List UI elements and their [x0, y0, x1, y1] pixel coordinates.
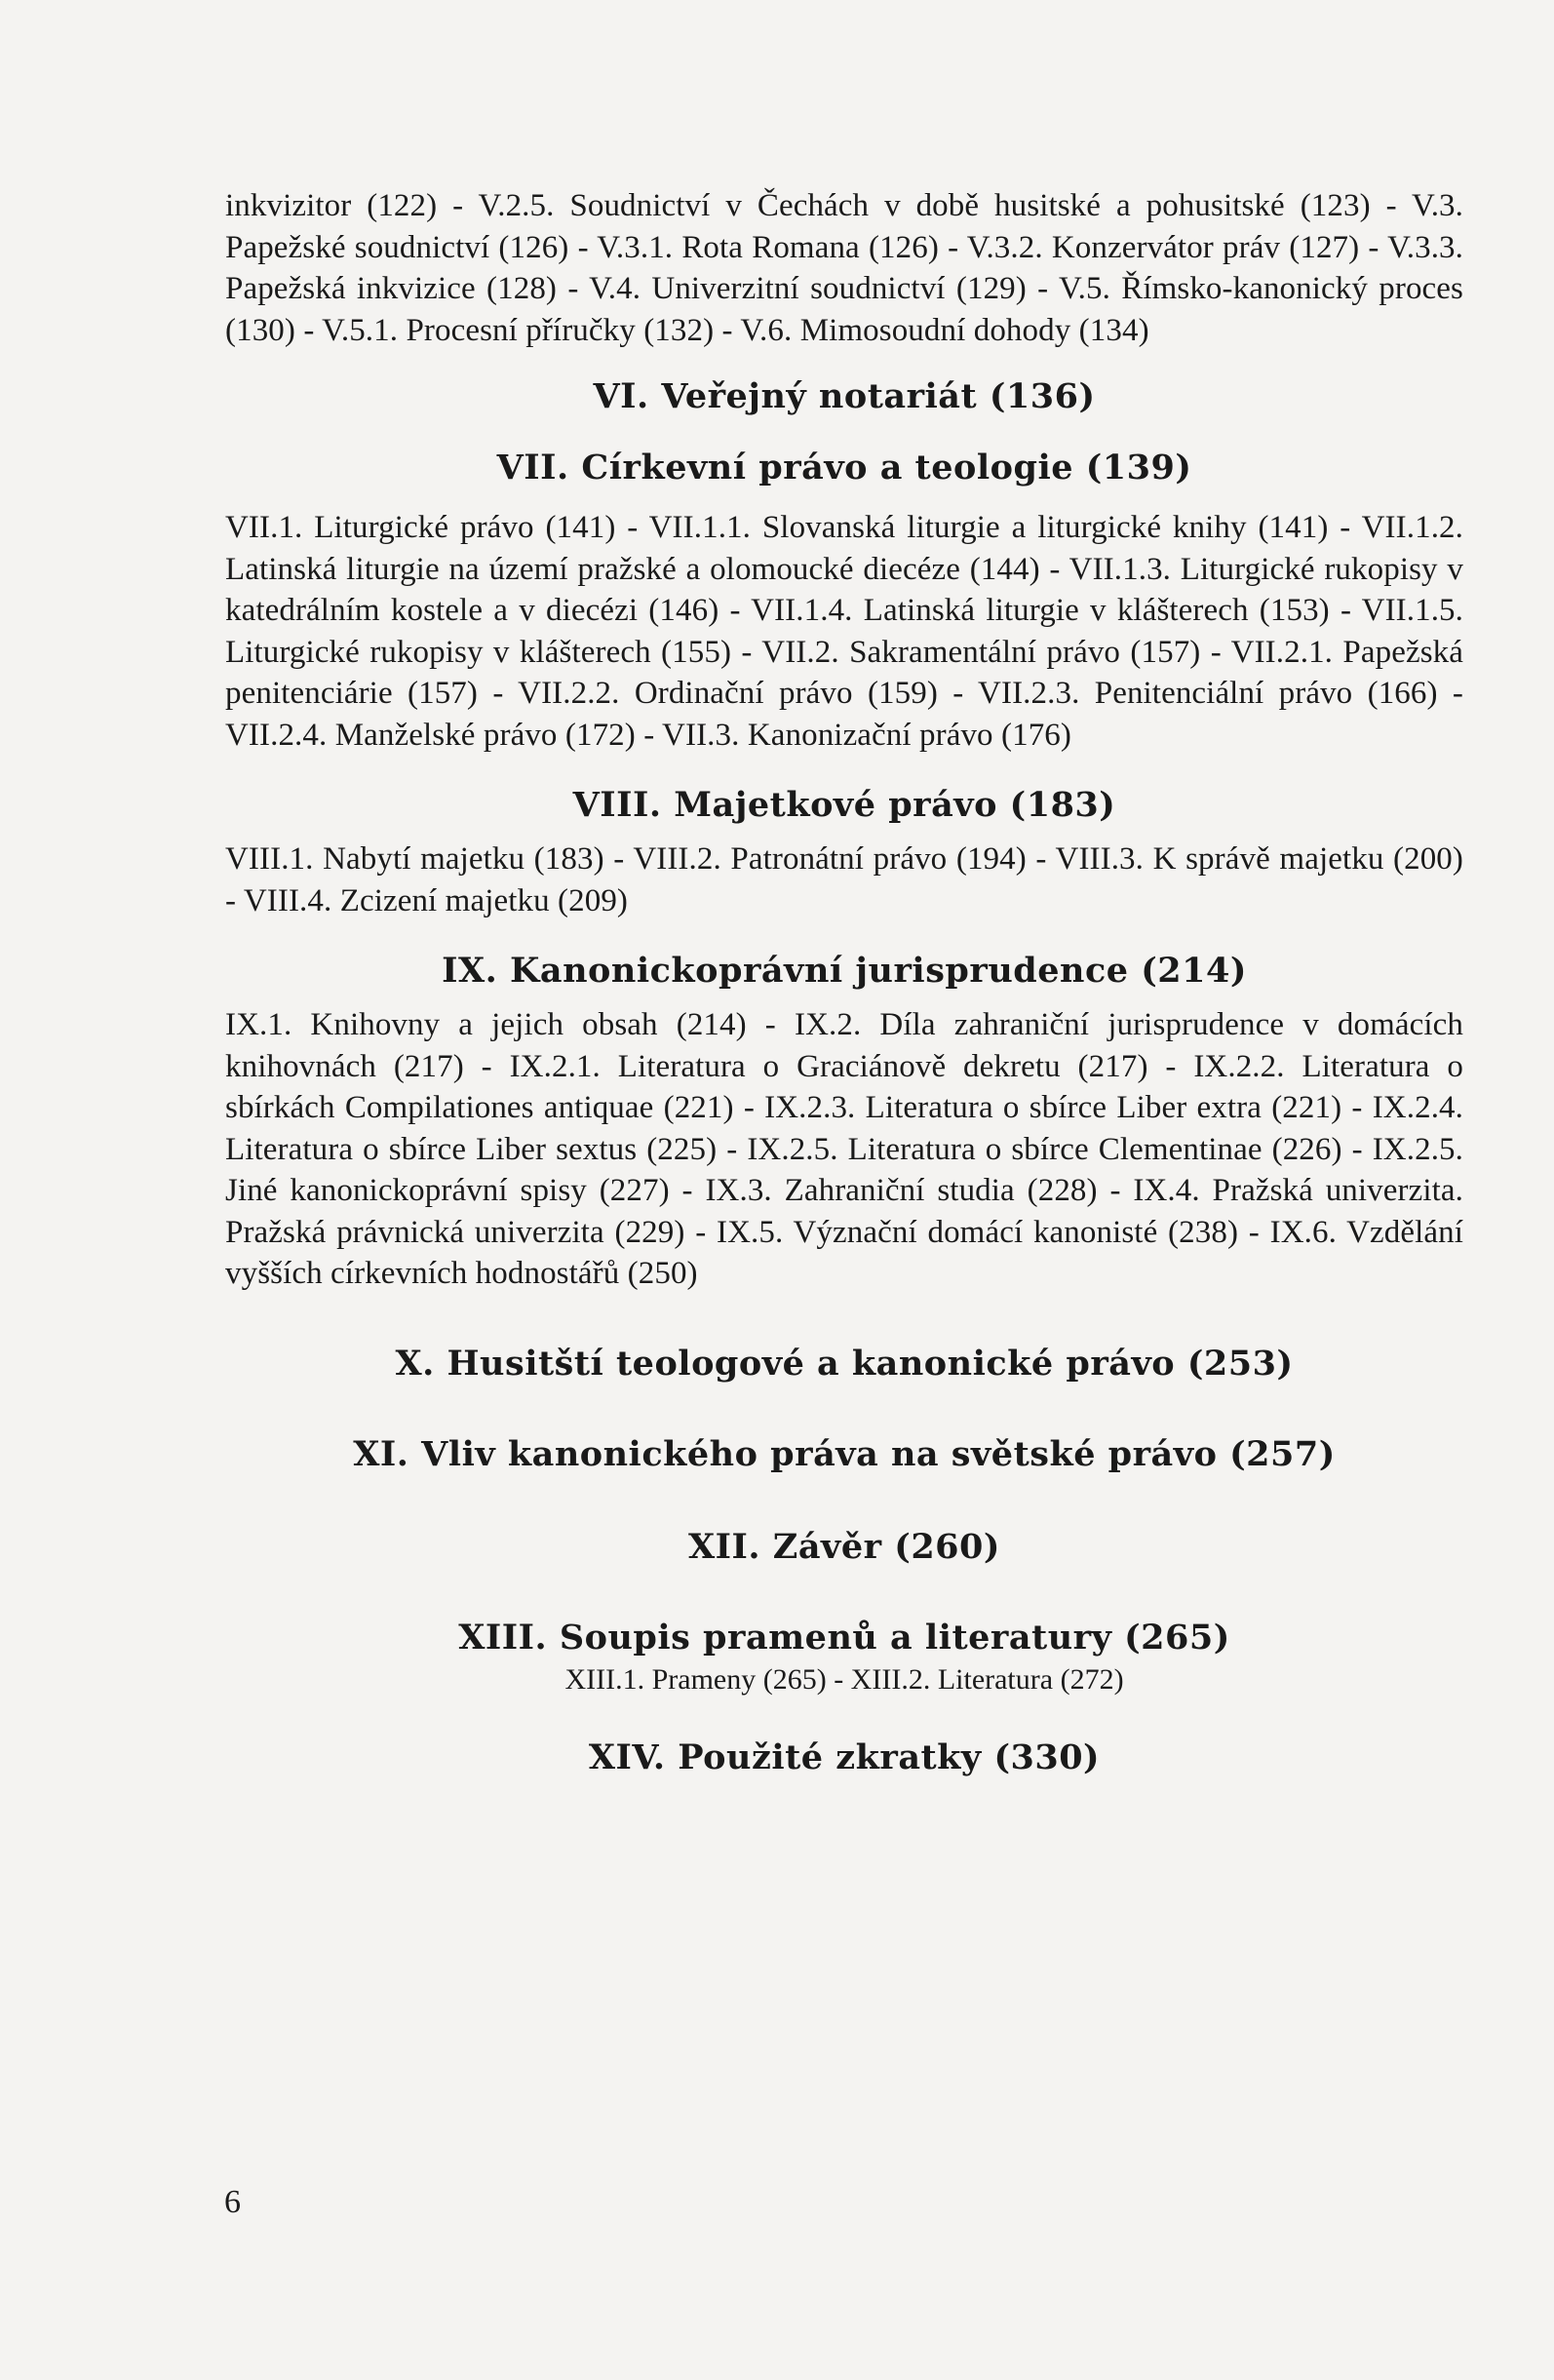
toc-heading-xi: XI. Vliv kanonického práva na světské právo (257) — [353, 1433, 1336, 1474]
toc-heading-xiii: XIII. Soupis pramenů a literatury (265) — [458, 1617, 1230, 1658]
toc-heading-vii: VII. Církevní právo a teologie (139) — [496, 448, 1192, 488]
toc-heading-ix: IX. Kanonickoprávní jurisprudence (214) — [442, 951, 1247, 991]
toc-heading-vi: VI. Veřejný notariát (136) — [593, 376, 1096, 416]
toc-paragraph-vii: VII.1. Liturgické právo (141) - VII.1.1. Slovanská liturgie a liturgické knihy (141) - VII.1.2. Latinská liturgie na území pražské a olomoucké diecéze (144) - VII.1.3. Liturgické rukopisy v katedrálním kostele a v diecézi (146) - VII.1.4. Latinská liturgie v klášterech (153) - VII.1.5. Liturgické rukopisy v klášterech (155) - VII.2. Sakramentální právo (157) - VII.2.1. Papežská penitenciárie (157) - VII.2.2. Ordinační právo (159) - VII.2.3. Penitenciální právo (166) - VII.2.4. Manželské právo (172) - VII.3. Kanonizační právo (176) — [225, 510, 1463, 753]
toc-paragraph-xiii: XIII.1. Prameny (265) - XIII.2. Literatura (272) — [564, 1662, 1124, 1696]
table-of-contents — [225, 185, 1463, 1777]
toc-heading-viii: VIII. Majetkové právo (183) — [572, 785, 1116, 825]
toc-heading-x: X. Husitští teologové a kanonické právo (253) — [395, 1343, 1294, 1384]
toc-paragraph-ix: IX.1. Knihovny a jejich obsah (214) - IX.2. Díla zahraniční jurisprudence v domácích knihovnách (217) - IX.2.1. Literatura o Graciánově dekretu (217) - IX.2.2. Literatura o sbírkách Compilationes antiquae (221) - IX.2.3. Literatura o sbírce Liber extra (221) - IX.2.4. Literatura o sbírce Liber sextus (225) - IX.2.5. Literatura o sbírce Clementinae (226) - IX.2.5. Jiné kanonickoprávní spisy (227) - IX.3. Zahraniční studia (228) - IX.4. Pražská univerzita. Pražská právnická univerzita (229) - IX.5. Význační domácí kanonisté (238) - IX.6. Vzdělání vyšších církevních hodnostářů (250) — [225, 1007, 1463, 1291]
page-number: 6 — [224, 2184, 241, 2220]
toc-paragraph-viii: VIII.1. Nabytí majetku (183) - VIII.2. Patronátní právo (194) - VIII.3. K správě majetku (200) - VIII.4. Zcizení majetku (209) — [225, 841, 1463, 918]
toc-heading-xiv: XIV. Použité zkratky (330) — [588, 1736, 1101, 1777]
toc-paragraph-v-continued: inkvizitor (122) - V.2.5. Soudnictví v Čechách v době husitské a pohusitské (123) - V.3. Papežské soudnictví (126) - V.3.1. Rota Romana (126) - V.3.2. Konzervátor práv (127) - V.3.3. Papežská inkvizice (128) - V.4. Univerzitní soudnictví (129) - V.5. Římsko-kanonický proces (130) - V.5.1. Procesní příručky (132) - V.6. Mimosoudní dohody (134) — [225, 188, 1463, 348]
toc-heading-xii: XII. Závěr (260) — [688, 1526, 1000, 1567]
